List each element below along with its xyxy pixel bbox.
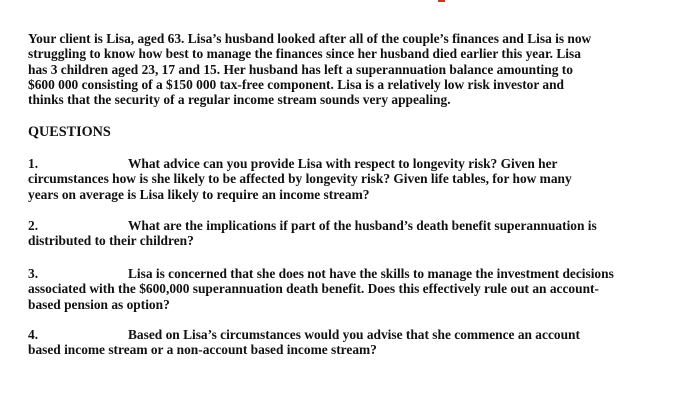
questions-heading: QUESTIONS — [28, 124, 111, 140]
question-number: 4. — [28, 327, 39, 342]
question-number: 3. — [28, 266, 39, 281]
question-2 — [28, 218, 678, 249]
question-text: What advice can you provide Lisa with respect to longevity risk? Given her — [128, 156, 558, 171]
question-3 — [28, 266, 678, 312]
scenario-line: Your client is Lisa, aged 63. Lisa’s husband looked after all of the couple’s finances and Lisa is now — [28, 31, 592, 46]
question-text: circumstances how is she likely to be affected by longevity risk? Given life tables, for how many — [28, 171, 572, 187]
red-accent-mark — [438, 0, 445, 2]
scenario-line: has 3 children aged 23, 17 and 15. Her husband has left a superannuation balance amounting to — [28, 61, 573, 77]
scenario-line: thinks that the security of a regular income stream sounds very appealing. — [28, 92, 451, 108]
question-number: 1. — [28, 156, 39, 171]
question-number: 2. — [28, 218, 39, 233]
question-1 — [28, 156, 678, 202]
question-4 — [28, 327, 678, 358]
question-text: Lisa is concerned that she does not have the skills to manage the investment decisions — [128, 266, 614, 281]
question-text: based pension as option? — [28, 296, 170, 312]
question-text: distributed to their children? — [28, 233, 194, 249]
question-text: based income stream or a non-account based income stream? — [28, 342, 377, 358]
question-text: What are the implications if part of the husband’s death benefit superannuation is — [128, 218, 597, 233]
question-text: Based on Lisa’s circumstances would you advise that she commence an account — [128, 327, 580, 342]
question-text: associated with the $600,000 superannuation death benefit. Does this effectively rule out an account- — [28, 281, 599, 297]
client-scenario-paragraph — [28, 31, 678, 107]
question-text: years on average is Lisa likely to require an income stream? — [28, 186, 370, 202]
scenario-line: $600 000 consisting of a $150 000 tax-free component. Lisa is a relatively low risk investor and — [28, 76, 564, 92]
scenario-line: struggling to know how best to manage the finances since her husband died earlier this year. Lisa — [28, 46, 581, 62]
